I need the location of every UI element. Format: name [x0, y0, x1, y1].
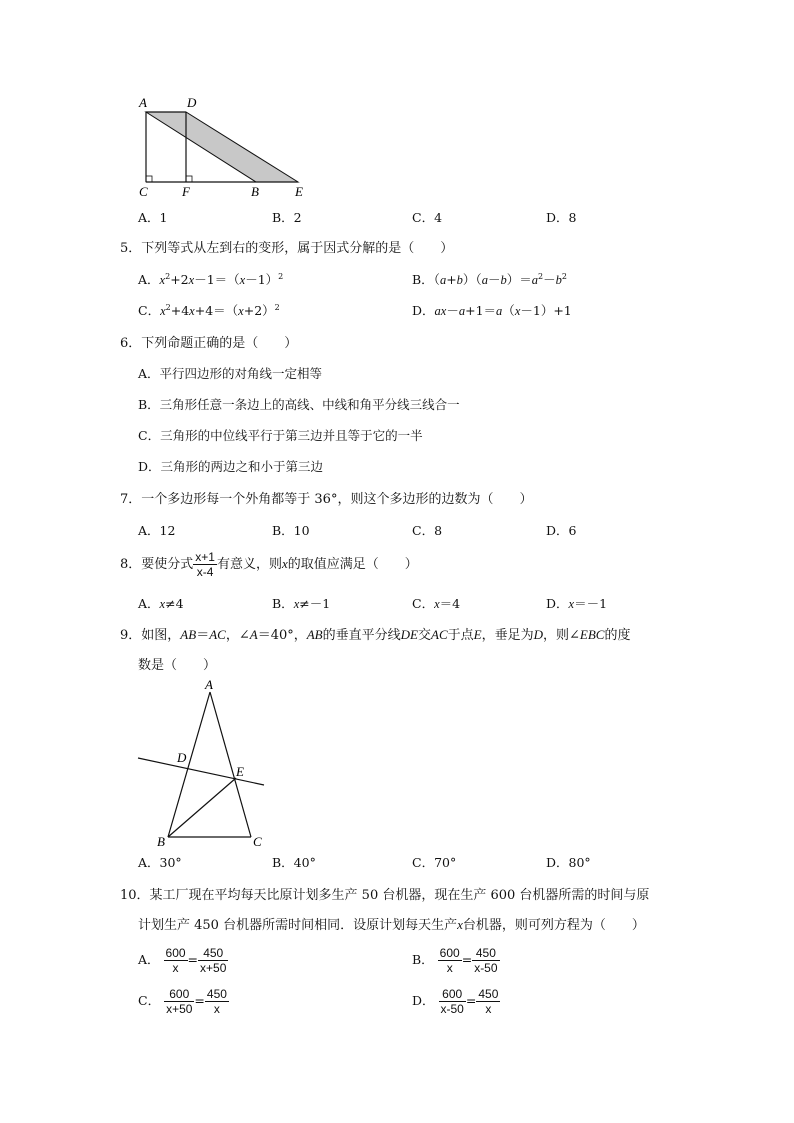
fraction-right — [198, 946, 228, 975]
question-10-stem-line2 — [138, 914, 645, 933]
exp: 2 — [165, 272, 171, 281]
var: AB — [306, 627, 323, 642]
q5-option-a[interactable] — [138, 270, 283, 288]
q6-option-d[interactable]: D．三角形的两边之和小于第三边 — [138, 459, 324, 474]
equals-sign: = — [461, 952, 473, 967]
q9-option-d[interactable]: D．80° — [546, 855, 591, 870]
label-f: F — [182, 184, 190, 198]
text: ，则∠ — [543, 628, 580, 643]
shaded-parallelogram — [146, 112, 298, 182]
text: －1＝（ — [194, 272, 240, 287]
q10-text: 计划生产 450 台机器所需时间相同．设原计划每天生产 — [138, 918, 458, 933]
q9-option-b[interactable]: B．40° — [272, 855, 316, 870]
fraction-denominator: x-50 — [440, 1002, 464, 1016]
fraction-right — [205, 987, 229, 1016]
fraction-numerator: x+1 — [195, 550, 215, 564]
text: A． — [138, 272, 160, 287]
exp: 2 — [274, 303, 280, 312]
text: ＝－1 — [574, 596, 608, 611]
q8-option-d[interactable] — [546, 594, 607, 612]
q8-option-c[interactable] — [412, 594, 460, 612]
text: ≠－1 — [299, 596, 331, 611]
var: AB — [180, 627, 197, 642]
perpendicular-bisector-de — [138, 758, 264, 785]
q6-option-c[interactable]: C．三角形的中位线平行于第三边并且等于它的一半 — [138, 428, 423, 443]
option-label: A． — [138, 952, 160, 967]
fraction-denominator: x-50 — [474, 961, 498, 975]
q5-text: 下列等式从左到右的变形，属于因式分解的是（ ） — [141, 241, 454, 256]
var: AC — [209, 627, 226, 642]
text: 于点 — [447, 628, 474, 643]
fraction-denominator: x — [213, 1002, 220, 1016]
fraction-numerator: 450 — [472, 946, 499, 961]
label-d: D — [177, 750, 187, 765]
label-c: C — [139, 184, 148, 198]
q4-option-b[interactable]: B．2 — [272, 210, 302, 225]
q5-option-d[interactable] — [412, 301, 572, 319]
fraction-numerator: 450 — [478, 987, 499, 1001]
text: ≠4 — [165, 596, 184, 611]
var: x — [159, 273, 166, 287]
q8-text: 有意义，则 — [216, 557, 282, 572]
q9-option-a[interactable]: A．30° — [138, 855, 182, 870]
text: D． — [412, 303, 435, 318]
fraction-numerator: 450 — [198, 946, 228, 961]
q4-option-c[interactable]: C．4 — [412, 210, 443, 225]
text: － — [487, 272, 501, 287]
q9-number: 9． — [120, 628, 142, 643]
text: B．（ — [412, 272, 440, 287]
text: ＝ — [196, 628, 210, 643]
question-10-stem-line1 — [120, 884, 649, 903]
var: x — [293, 597, 300, 611]
q7-number: 7． — [120, 492, 142, 507]
q6-option-a[interactable]: A．平行四边形的对角线一定相等 — [138, 366, 323, 381]
text: 的垂直平分线 — [322, 628, 401, 643]
text: － — [543, 272, 556, 287]
var: a — [458, 304, 466, 318]
fraction-right — [476, 987, 500, 1016]
var: x — [434, 597, 440, 611]
text: ＝4 — [439, 596, 461, 611]
text: D． — [546, 596, 569, 611]
exp: 2 — [537, 272, 544, 281]
var: DE — [400, 627, 418, 642]
var: x — [239, 273, 246, 287]
text: + — [446, 272, 457, 287]
q10-option-d[interactable] — [412, 983, 500, 1019]
var: b — [456, 273, 463, 287]
var: x — [282, 556, 288, 571]
fraction-numerator: 600 — [165, 946, 186, 960]
text: C． — [412, 596, 435, 611]
q7-option-a[interactable]: A．12 — [138, 523, 176, 538]
text: ）（ — [462, 272, 482, 287]
q7-option-d[interactable]: D．6 — [546, 523, 577, 538]
q10-number: 10． — [120, 888, 150, 903]
var: D — [533, 627, 543, 642]
exp: 2 — [561, 272, 567, 281]
var: a — [531, 273, 538, 287]
fraction-right — [472, 946, 499, 975]
var: AC — [431, 627, 448, 642]
var: a — [439, 273, 447, 287]
option-label: B． — [412, 952, 434, 967]
question-9-stem-line2: 数是（ ） — [138, 658, 217, 673]
fraction-denominator: x-4 — [196, 565, 214, 579]
q4-option-a[interactable]: A．1 — [138, 210, 168, 225]
var: EBC — [579, 627, 605, 642]
exp: 2 — [165, 303, 171, 312]
text: －1） — [245, 272, 279, 287]
text: +2 — [170, 272, 189, 287]
text: ，∠ — [225, 628, 250, 643]
fraction-left — [438, 946, 462, 975]
text: +4 — [170, 303, 190, 318]
label-a: A — [139, 95, 147, 110]
var: x — [189, 304, 195, 318]
equals-sign: = — [194, 993, 205, 1008]
var: ax — [434, 304, 447, 318]
q6-number: 6． — [120, 336, 142, 351]
q8-number: 8． — [120, 557, 142, 572]
fraction-left — [164, 987, 194, 1016]
q5-number: 5． — [120, 241, 142, 256]
segment-ac — [210, 692, 251, 837]
q5-option-c[interactable] — [138, 301, 280, 319]
q9-option-c[interactable]: C．70° — [412, 855, 457, 870]
label-a: A — [205, 677, 213, 692]
text: ，垂足为 — [481, 628, 534, 643]
right-angle-c — [146, 176, 152, 182]
figure-q9-triangle — [132, 674, 272, 850]
fraction-denominator: x — [446, 961, 453, 975]
text: （ — [502, 303, 515, 318]
text: 的度 — [604, 628, 631, 643]
var: a — [496, 304, 503, 318]
q10-option-c[interactable] — [138, 983, 229, 1019]
question-5-stem — [120, 237, 453, 256]
fraction-numerator: 600 — [439, 987, 466, 1002]
question-6-stem — [120, 332, 297, 351]
text: ＝40°， — [257, 628, 307, 643]
text: A． — [138, 596, 160, 611]
text: －1）+1 — [520, 303, 572, 318]
label-d: D — [187, 95, 197, 110]
segment-be — [168, 778, 236, 837]
option-label: C． — [138, 993, 161, 1008]
q8-fraction — [193, 550, 217, 579]
var: x — [457, 917, 463, 932]
fraction-left — [164, 946, 188, 975]
q5-option-b[interactable] — [412, 270, 567, 288]
var: x — [159, 597, 166, 611]
var: E — [473, 627, 482, 642]
fraction-numerator: 600 — [439, 946, 460, 960]
text: 交 — [417, 628, 431, 643]
q8-text: 的取值应满足（ ） — [287, 557, 418, 572]
label-b: B — [157, 834, 165, 849]
label-e: E — [295, 184, 303, 198]
q6-option-b[interactable]: B．三角形任意一条边上的高线、中线和角平分线三线合一 — [138, 397, 460, 412]
q10-option-a[interactable] — [138, 942, 228, 978]
q7-option-b[interactable]: B．10 — [272, 523, 310, 538]
var: x — [238, 304, 244, 318]
q8-option-a[interactable] — [138, 594, 184, 612]
var: A — [249, 627, 258, 642]
label-e: E — [236, 764, 244, 779]
fraction-denominator: x+50 — [166, 1002, 193, 1016]
fraction-denominator: x+50 — [200, 961, 227, 975]
fraction-denominator: x — [485, 1002, 492, 1016]
text: － — [446, 303, 459, 318]
question-9-stem-line1 — [120, 624, 630, 643]
fraction-numerator: 450 — [206, 987, 227, 1001]
text: +4＝（ — [194, 303, 239, 318]
figure-q4-diagram — [130, 92, 320, 198]
q8-text: 要使分式 — [141, 557, 194, 572]
option-label: D． — [412, 993, 435, 1008]
text: B． — [272, 596, 294, 611]
q10-text: 某工厂现在平均每天比原计划多生产 50 台机器，现在生产 600 台机器所需的时间与原 — [149, 888, 650, 903]
q8-option-b[interactable] — [272, 594, 330, 612]
q10-text: 台机器，则可列方程为（ ） — [462, 918, 645, 933]
label-c: C — [253, 834, 262, 849]
question-7-stem — [120, 488, 532, 507]
text: ）＝ — [506, 272, 532, 287]
right-angle-f — [186, 176, 192, 182]
var: b — [500, 273, 507, 287]
fraction-denominator: x — [172, 961, 179, 975]
text: +2） — [243, 303, 275, 318]
question-8-stem — [120, 548, 418, 581]
q6-text: 下列命题正确的是（ ） — [141, 336, 298, 351]
text: 如图， — [141, 628, 181, 643]
var: x — [568, 597, 575, 611]
var: x — [514, 304, 521, 318]
exp: 2 — [278, 272, 284, 281]
equals-sign: = — [187, 952, 199, 967]
text: C． — [138, 303, 161, 318]
q7-option-c[interactable]: C．8 — [412, 523, 443, 538]
fraction-numerator: 600 — [164, 987, 194, 1002]
q10-option-b[interactable] — [412, 942, 500, 978]
fraction-left — [439, 987, 466, 1016]
var: b — [555, 273, 562, 287]
segment-ab — [168, 692, 210, 837]
q7-text: 一个多边形每一个外角都等于 36°，则这个多边形的边数为（ ） — [141, 492, 533, 507]
equals-sign: = — [465, 993, 477, 1008]
var: x — [188, 273, 195, 287]
var: a — [481, 273, 488, 287]
q4-option-d[interactable]: D．8 — [546, 210, 577, 225]
text: +1＝ — [465, 303, 497, 318]
label-b: B — [251, 184, 259, 198]
var: x — [160, 304, 166, 318]
